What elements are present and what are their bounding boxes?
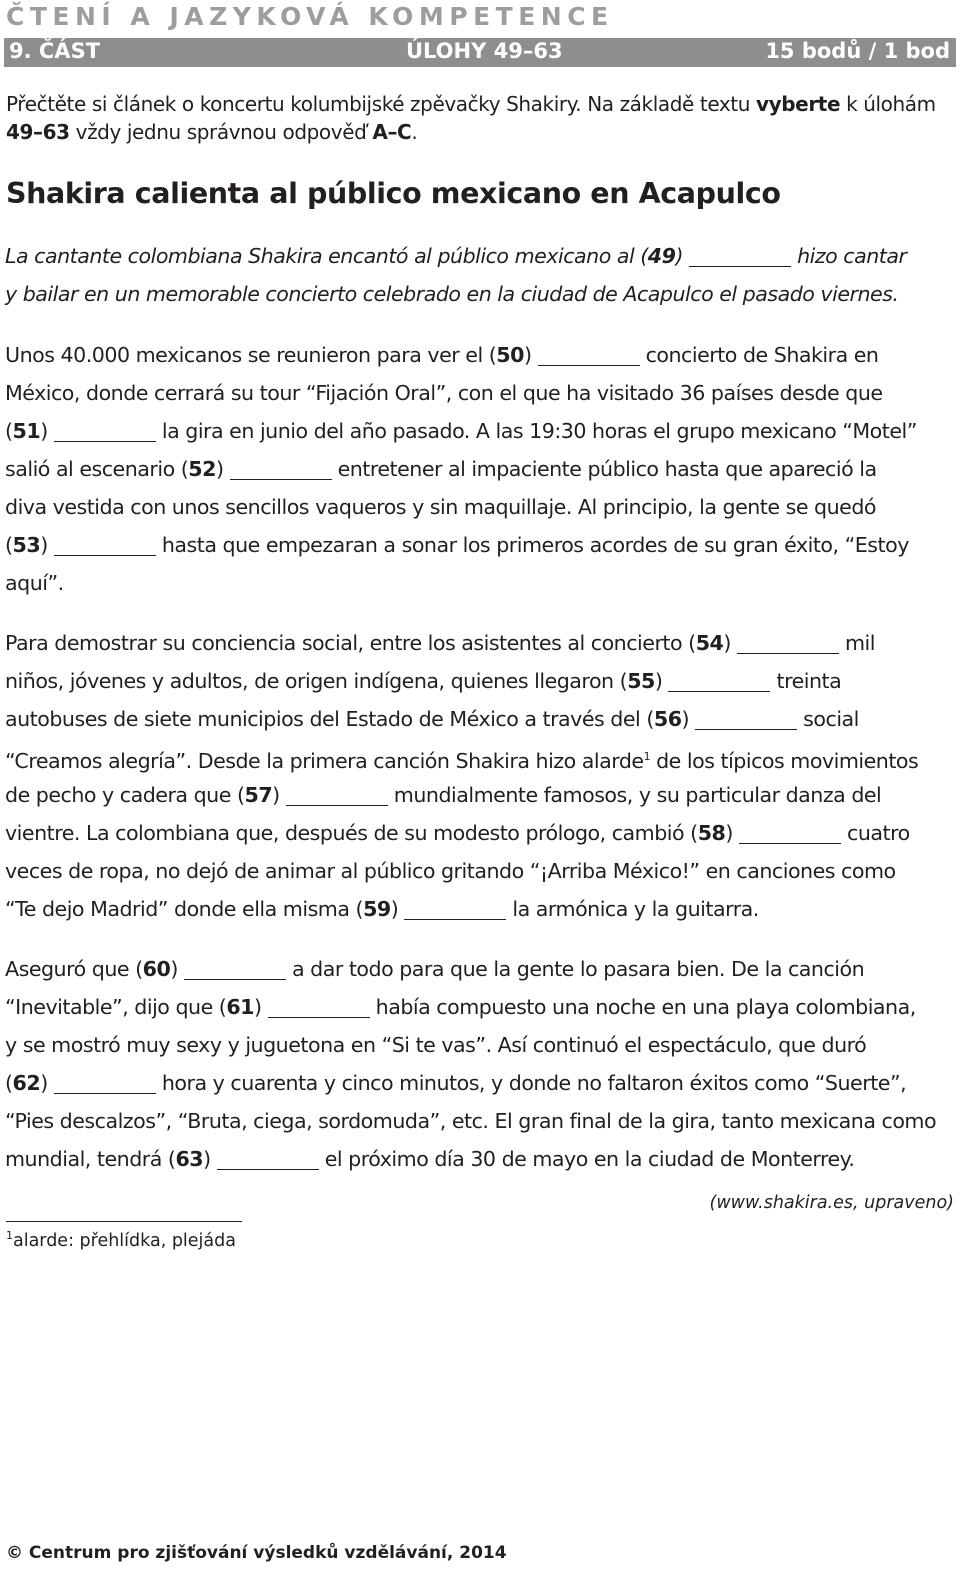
answer-blank [737,631,839,654]
gap-number: 56 [653,707,682,731]
footnote-text: alarde: přehlídka, plejáda [13,1230,236,1251]
answer-blank [184,957,286,980]
answer-blank [689,244,791,267]
line-text: ) [523,343,538,367]
line-text: autobuses de siete municipios del Estado de México a través del ( [5,707,654,731]
gap-number: 54 [695,631,724,655]
line-text: ) [254,995,268,1019]
line-text: ) [390,897,405,921]
footer-copyright: © Centrum pro zjišťování výsledků vzdělávání, 2014 [6,1543,507,1563]
text-line [5,662,955,700]
line-text: ) [725,821,739,845]
text-line [5,275,955,313]
line-text: La cantante colombiana Shakira encantó al público mexicano al ( [5,244,648,268]
line-text: entretener al impaciente público hasta que apareció la [331,457,877,481]
line-text: Para demostrar su conciencia social, entre los asistentes al concierto ( [5,631,696,655]
text-line [5,564,955,602]
instructions-range: 49–63 [6,120,70,144]
text-line [5,1026,955,1064]
answer-blank [54,533,156,556]
line-text: de pecho y cadera que ( [5,783,245,807]
line-text: y bailar en un memorable concierto celebrado en la ciudad de Acapulco el pasado viernes. [5,282,899,306]
gap-number: 57 [244,783,273,807]
line-text: Unos 40.000 mexicanos se reunieron para ver el ( [5,343,497,367]
instructions-text: k úlohám [840,92,936,116]
answer-blank [739,821,841,844]
line-text: México, donde cerrará su tour “Fijación Oral”, con el que ha visitado 36 países desde que [5,381,883,405]
gap-number: 55 [627,669,655,693]
source-citation: (www.shakira.es, upraveno) [709,1193,954,1213]
line-text: niños, jóvenes y adultos, de origen indígena, quienes llegaron ( [5,669,628,693]
gap-number: 59 [363,897,391,921]
answer-blank [668,669,770,692]
line-text: “Te dejo Madrid” donde ella misma ( [5,897,364,921]
text-line [5,814,955,852]
instructions-options: A–C [372,120,412,144]
text-line [5,526,955,564]
instructions-text: . [411,120,418,144]
answer-blank [695,707,797,730]
gap-number: 63 [175,1147,204,1171]
article-title: Shakira calienta al público mexicano en Acapulco [6,177,781,210]
text-line [5,852,955,890]
line-text: mundial, tendrá ( [5,1147,176,1171]
tasks-range: ÚLOHY 49–63 [406,39,563,63]
line-text: había compuesto una noche en una playa colombiana, [369,995,916,1019]
line-text: hasta que empezaran a sonar los primeros acordes de su gran éxito, “Estoy [155,533,909,557]
text-line [5,412,955,450]
line-text: vientre. La colombiana que, después de su modesto prólogo, cambió ( [5,821,698,845]
answer-blank [538,343,640,366]
part-label: 9. ČÁST [9,39,101,63]
gap-number: 51 [12,419,41,443]
line-text: ( [5,419,13,443]
line-text: mil [838,631,876,655]
answer-blank [230,457,332,480]
points-label: 15 bodů / 1 bod [765,39,950,63]
paragraph-1 [5,237,955,313]
line-text: hora y cuarenta y cinco minutos, y donde no faltaron éxitos como “Suerte”, [155,1071,907,1095]
line-text: cuatro [840,821,910,845]
instructions-verb: vyberte [755,92,841,116]
gap-number: 50 [496,343,524,367]
line-text: y se mostró muy sexy y juguetona en “Si te vas”. Así continuó el espectáculo, que duró [5,1033,867,1057]
line-text: social [797,707,859,731]
footnote [6,1229,236,1251]
text-line [5,776,955,814]
answer-blank [286,783,388,806]
line-text: concierto de Shakira en [639,343,879,367]
line-text: Aseguró que ( [5,957,143,981]
footnote-ref: 1 [643,750,651,763]
answer-blank [268,995,370,1018]
line-text: ) [40,1071,54,1095]
text-line [5,1064,955,1102]
line-text: ( [5,533,13,557]
gap-number: 62 [12,1071,41,1095]
line-text: hizo cantar [791,244,907,268]
line-text: ) [215,457,230,481]
text-line [5,624,955,662]
task-header-bar [4,38,956,67]
line-text: aquí”. [5,571,64,595]
gap-number: 60 [142,957,171,981]
gap-number: 58 [697,821,726,845]
answer-blank [217,1147,319,1170]
paragraph-2 [5,336,955,602]
text-line [5,738,955,776]
line-text: ) [654,669,669,693]
answer-blank [54,419,156,442]
line-text: ) [203,1147,217,1171]
instructions-text: vždy jednu správnou odpověď [69,120,373,144]
line-text: de los típicos movimientos [650,748,919,773]
line-text: “Creamos alegría”. Desde la primera canción Shakira hizo alarde [5,748,644,773]
gap-number: 53 [12,533,41,557]
line-text: el próximo día 30 de mayo en la ciudad de Monterrey. [318,1147,855,1171]
line-text: ) [675,244,690,268]
answer-blank [404,897,506,920]
text-line [5,237,955,275]
line-text: la armónica y la guitarra. [506,897,759,921]
line-text: ( [5,1071,13,1095]
instructions-text: Přečtěte si článek o koncertu kolumbijské zpěvačky Shakiry. Na základě textu [6,92,756,116]
answer-blank [54,1071,156,1094]
gap-number: 52 [188,457,216,481]
line-text: ) [40,419,54,443]
line-text: a dar todo para que la gente lo pasara bien. De la canción [285,957,865,981]
paragraph-3 [5,624,955,928]
line-text: ) [723,631,737,655]
text-line [5,700,955,738]
line-text: ) [272,783,286,807]
text-line [5,1140,955,1178]
text-line [5,890,955,928]
text-line [5,1102,955,1140]
section-title: ČTENÍ A JAZYKOVÁ KOMPETENCE [6,2,614,31]
text-line [5,988,955,1026]
line-text: diva vestida con unos sencillos vaqueros y sin maquillaje. Al principio, la gente se quedó [5,495,877,519]
line-text: “Pies descalzos”, “Bruta, ciega, sordomuda”, etc. El gran final de la gira, tanto mexicana como [5,1109,937,1133]
line-text: ) [681,707,696,731]
gap-number: 49 [647,244,676,268]
text-line [5,488,955,526]
line-text: salió al escenario ( [5,457,189,481]
text-line [5,950,955,988]
paragraph-4 [5,950,955,1178]
gap-number: 61 [226,995,255,1019]
instructions [6,90,951,146]
footnote-divider [6,1221,242,1222]
line-text: “Inevitable”, dijo que ( [5,995,227,1019]
line-text: mundialmente famosos, y su particular danza del [387,783,882,807]
text-line [5,450,955,488]
text-line [5,336,955,374]
line-text: treinta [770,669,842,693]
line-text: la gira en junio del año pasado. A las 19:30 horas el grupo mexicano “Motel” [155,419,917,443]
line-text: ) [170,957,184,981]
line-text: ) [40,533,54,557]
footnote-number: 1 [6,1229,13,1242]
text-line [5,374,955,412]
line-text: veces de ropa, no dejó de animar al público gritando “¡Arriba México!” en canciones como [5,859,896,883]
